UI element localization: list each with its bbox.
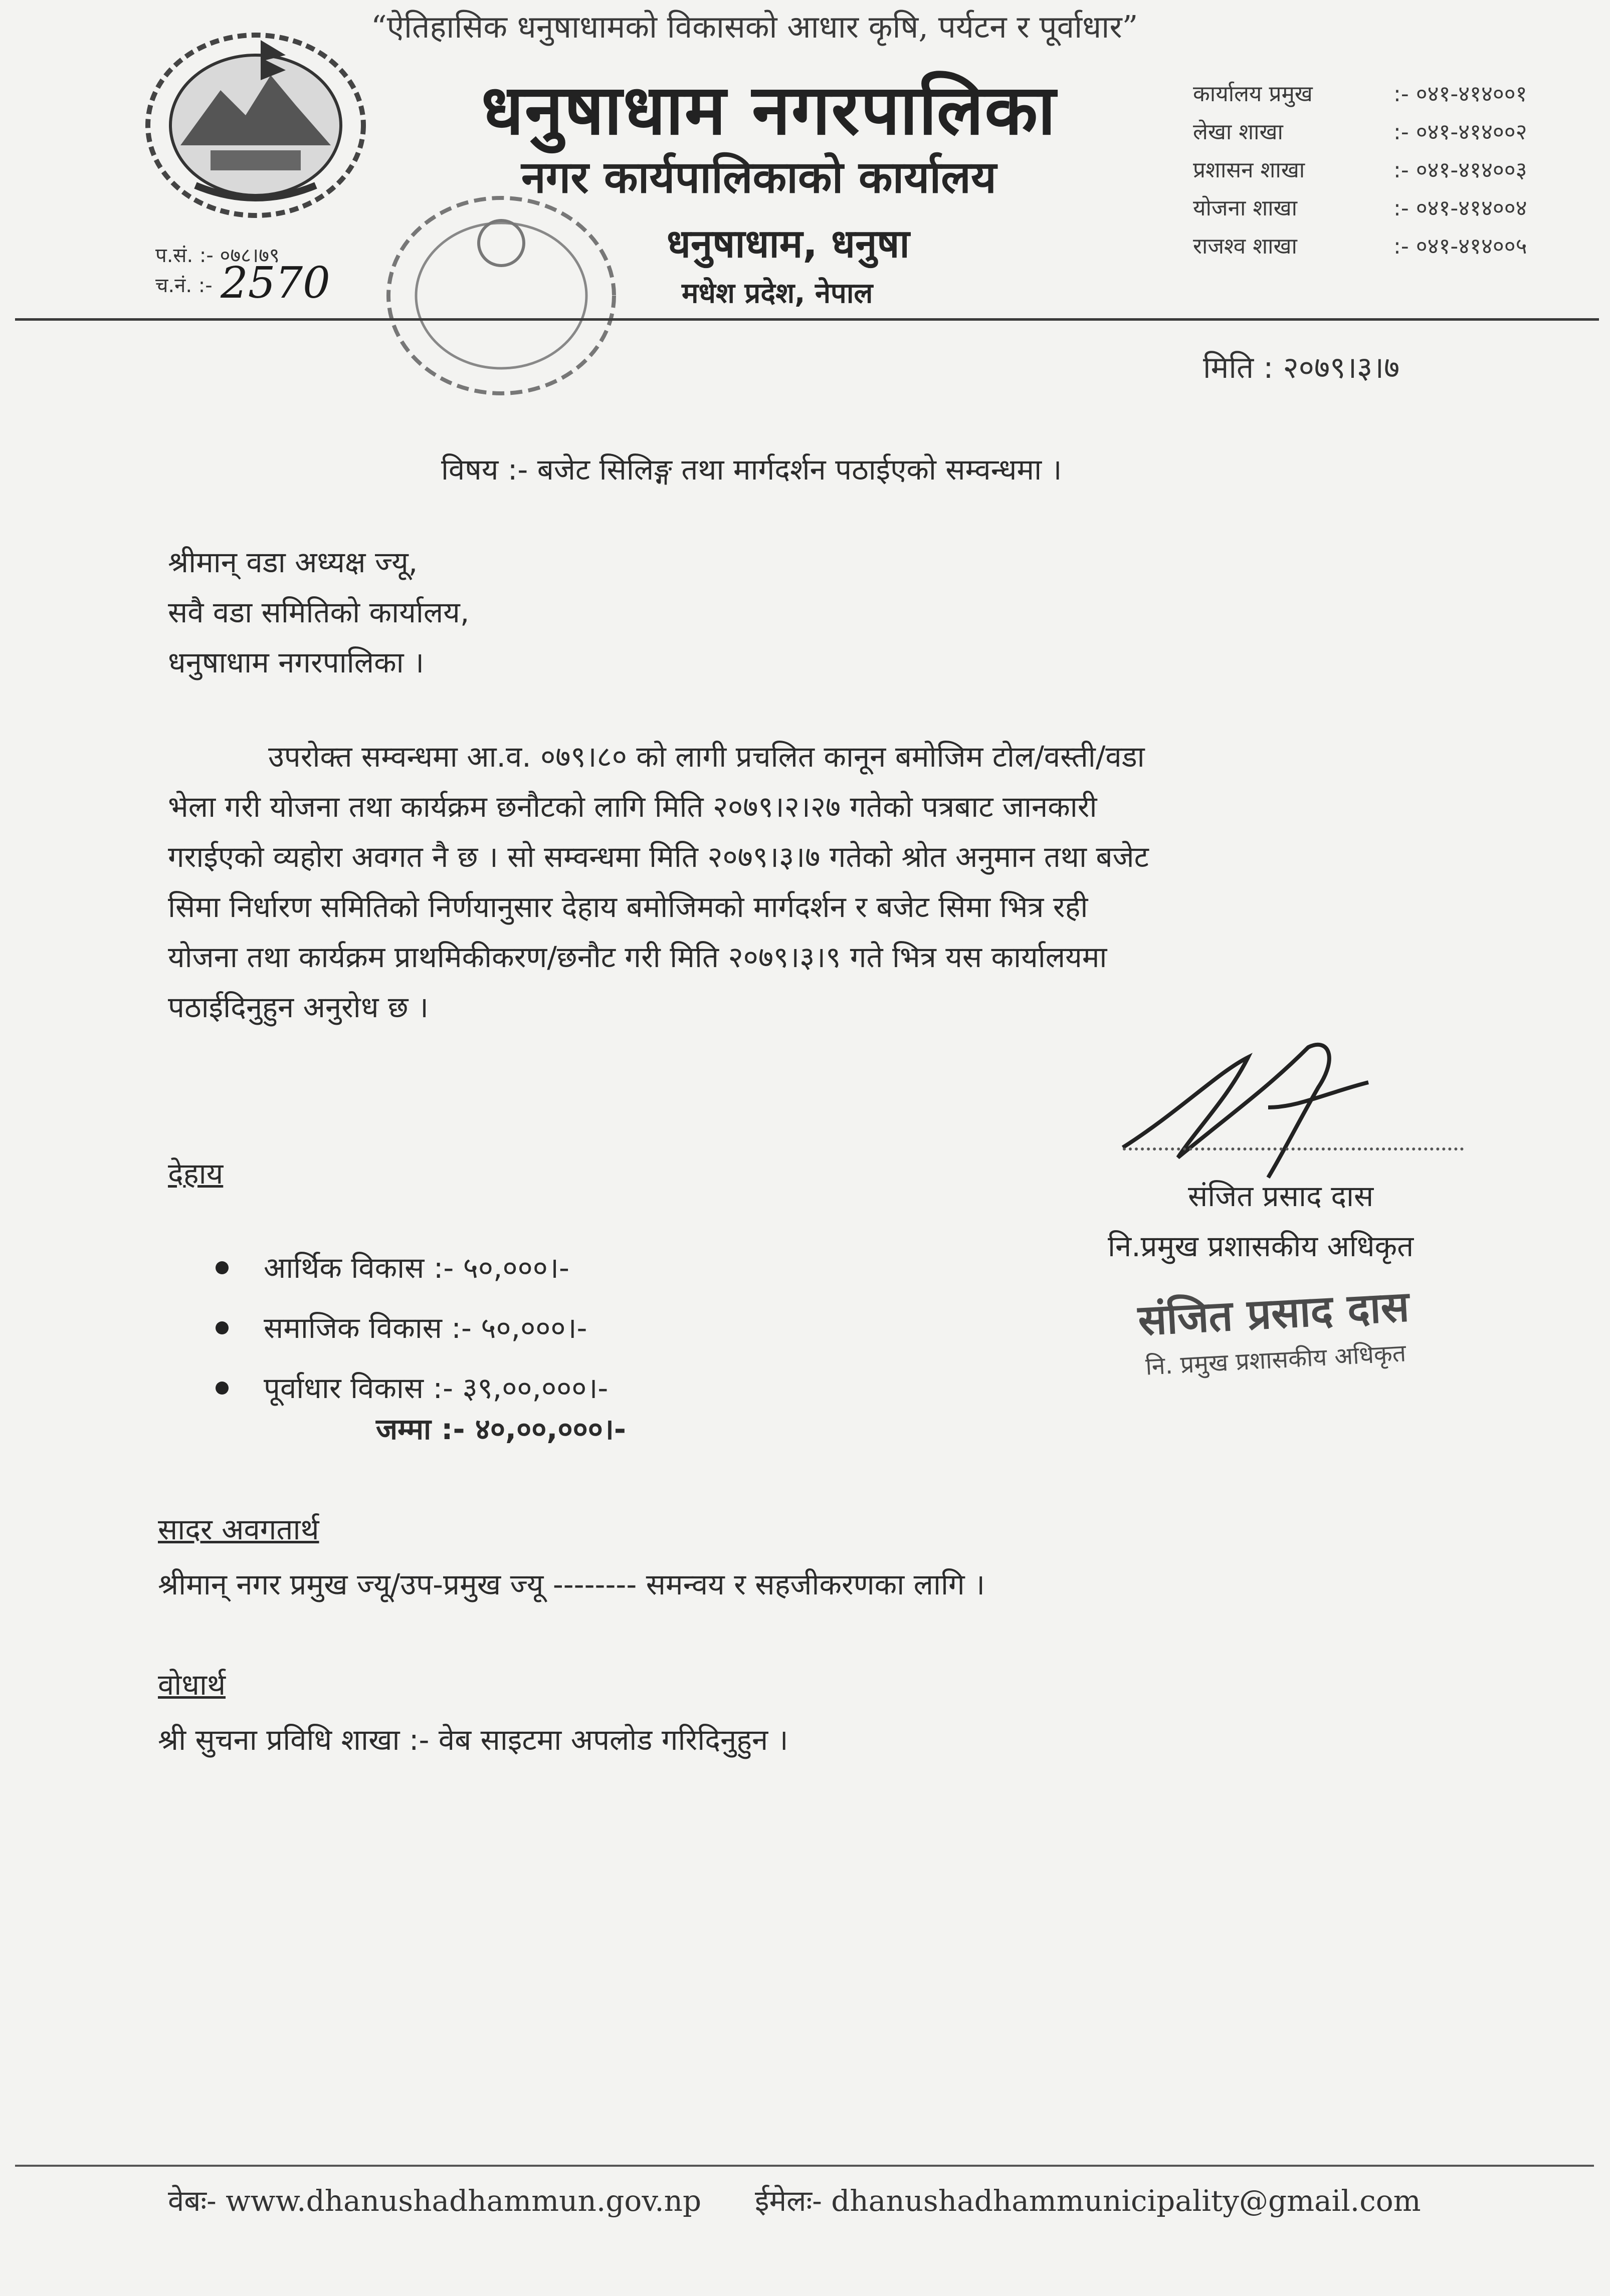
contact-label: राजश्व शाखा	[1193, 234, 1297, 259]
addressee-line: सवै वडा समितिको कार्यालय,	[168, 595, 470, 629]
cc-line: श्रीमान् नगर प्रमुख ज्यू/उप-प्रमुख ज्यू -------- समन्वय र सहजीकरणका लागि ।	[158, 1567, 985, 1601]
signature-scribble	[1118, 1027, 1388, 1188]
office-name: नगर कार्यपालिकाको कार्यालय	[521, 151, 996, 203]
bullet-icon	[216, 1321, 229, 1334]
bullet-icon	[216, 1261, 229, 1274]
reference-cn-handwritten: 2570	[221, 258, 330, 308]
contact-row	[1193, 113, 1610, 151]
signature-line	[1123, 1147, 1464, 1151]
info-line: श्री सुचना प्रविधि शाखा :- वेब साइटमा अपलोड गरिदिनुहुन ।	[158, 1723, 788, 1757]
body-line: पठाईदिनुहुन अनुरोध छ ।	[168, 990, 429, 1024]
body-line: भेला गरी योजना तथा कार्यक्रम छनौटको लागि मिति २०७९।२।२७ गतेको पत्रबाट जानकारी	[168, 790, 1097, 824]
signatory-title: नि.प्रमुख प्रशासकीय अधिकृत	[1108, 1229, 1414, 1263]
addressee-line: धनुषाधाम नगरपालिका ।	[168, 645, 425, 679]
dehay-heading: देहाय	[168, 1157, 224, 1191]
contact-list	[1193, 75, 1610, 266]
footer	[168, 2180, 1421, 2219]
list-item	[216, 1298, 608, 1358]
contact-label: प्रशासन शाखा	[1193, 157, 1305, 183]
email-link[interactable]: dhanushadhammunicipality@gmail.com	[831, 2184, 1421, 2218]
nepal-emblem-icon	[135, 20, 376, 220]
header-divider	[15, 318, 1599, 321]
reference-ps: प.सं. :- ०७८।७९	[155, 244, 280, 267]
contact-row	[1193, 189, 1610, 227]
email-label: ईमेलः-	[755, 2184, 822, 2218]
letter-body	[168, 732, 1421, 1032]
letter-date: मिति : २०७९।३।७	[1203, 350, 1400, 385]
letter-subject: विषय :- बजेट सिलिङ्ग तथा मार्गदर्शन पठाईएको सम्वन्धमा ।	[441, 452, 1062, 487]
municipality-name: धनुषाधाम नगरपालिका	[481, 70, 1057, 150]
list-item	[216, 1238, 608, 1298]
body-line: गराईएको व्यहोरा अवगत नै छ । सो सम्वन्धमा मिति २०७९।३।७ गतेको श्रोत अनुमान तथा बजेट	[168, 840, 1149, 874]
budget-item: समाजिक विकास :- ५०,०००।-	[264, 1311, 587, 1345]
body-line: सिमा निर्धारण समितिको निर्णयानुसार देहाय बमोजिमको मार्गदर्शन र बजेट सिमा भित्र रही	[168, 890, 1088, 924]
info-heading: वोधार्थ	[158, 1668, 226, 1702]
budget-list	[216, 1238, 608, 1418]
stamp-name: संजित प्रसाद दास	[1136, 1281, 1411, 1345]
stamp-title: नि. प्रमुख प्रशासकीय अधिकृत	[1144, 1339, 1407, 1381]
contact-value: :- ०४१-४१४००५	[1393, 234, 1527, 259]
office-place: धनुषाधाम, धनुषा	[667, 221, 910, 267]
contact-row	[1193, 227, 1610, 266]
cc-heading: सादर अवगतार्थ	[158, 1512, 319, 1546]
web-link[interactable]: www.dhanushadhammun.gov.np	[226, 2184, 702, 2218]
contact-value: :- ०४१-४१४००३	[1393, 157, 1527, 183]
body-line: उपरोक्त सम्वन्धमा आ.व. ०७९।८० को लागी प्रचलित कानून बमोजिम टोल/वस्ती/वडा	[268, 740, 1145, 774]
budget-item: आर्थिक विकास :- ५०,०००।-	[264, 1251, 569, 1285]
body-line: योजना तथा कार्यक्रम प्राथमिकीकरण/छनौट गरी मिति २०७९।३।९ गते भित्र यस कार्यालयमा	[168, 940, 1107, 974]
signatory-name: संजित प्रसाद दास	[1188, 1179, 1374, 1213]
reference-cn-label: च.नं. :-	[155, 274, 213, 297]
contact-label: लेखा शाखा	[1193, 119, 1283, 145]
budget-total: जम्मा :- ४०,००,०००।-	[376, 1412, 626, 1446]
contact-value: :- ०४१-४१४००१	[1393, 81, 1527, 107]
footer-divider	[15, 2165, 1594, 2167]
office-seal-icon	[376, 188, 627, 403]
office-province: मधेश प्रदेश, नेपाल	[682, 277, 873, 310]
contact-row	[1193, 151, 1610, 189]
contact-label: कार्यालय प्रमुख	[1193, 81, 1313, 107]
bullet-icon	[216, 1382, 229, 1395]
budget-item: पूर्वाधार विकास :- ३९,००,०००।-	[264, 1371, 609, 1405]
web-label: वेबः-	[168, 2184, 217, 2218]
addressee-line: श्रीमान् वडा अध्यक्ष ज्यू,	[168, 545, 418, 579]
contact-row	[1193, 75, 1610, 113]
motto: “ऐतिहासिक धनुषाधामको विकासको आधार कृषि, पर्यटन र पूर्वाधार”	[371, 9, 1138, 45]
contact-label: योजना शाखा	[1193, 195, 1298, 221]
contact-value: :- ०४१-४१४००२	[1393, 119, 1527, 145]
contact-value: :- ०४१-४१४००४	[1393, 195, 1527, 221]
